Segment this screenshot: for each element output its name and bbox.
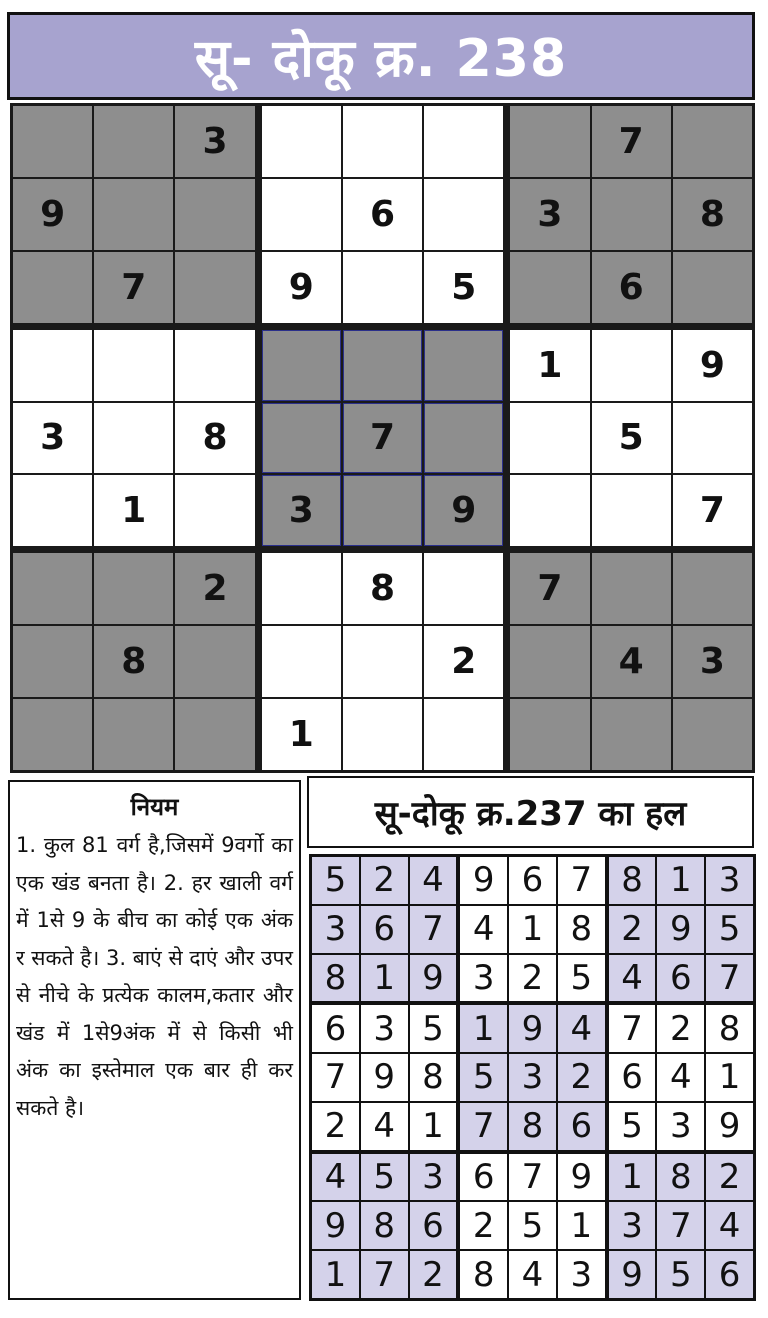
solution-cell: 2 <box>410 1251 457 1298</box>
sudoku-puzzle-grid <box>10 103 755 773</box>
solution-cell: 8 <box>609 857 656 904</box>
solution-cell: 3 <box>558 1251 605 1298</box>
solution-cell: 7 <box>460 1103 507 1150</box>
solution-cell: 7 <box>657 1202 704 1249</box>
puzzle-cell <box>592 179 671 250</box>
puzzle-cell <box>175 699 254 770</box>
puzzle-cell: 7 <box>673 475 752 546</box>
puzzle-cell <box>673 403 752 474</box>
solution-cell: 8 <box>361 1202 408 1249</box>
solution-cell: 9 <box>312 1202 359 1249</box>
puzzle-cell <box>343 106 422 177</box>
puzzle-cell: 1 <box>94 475 173 546</box>
solution-cell: 7 <box>410 906 457 953</box>
solution-cell: 9 <box>558 1154 605 1201</box>
puzzle-cell <box>262 403 341 474</box>
puzzle-cell <box>592 553 671 624</box>
puzzle-cell <box>510 403 589 474</box>
solution-cell: 6 <box>657 955 704 1002</box>
solution-cell: 1 <box>558 1202 605 1249</box>
puzzle-cell: 7 <box>343 403 422 474</box>
puzzle-cell: 8 <box>673 179 752 250</box>
puzzle-cell <box>175 179 254 250</box>
puzzle-cell: 4 <box>592 626 671 697</box>
puzzle-cell <box>343 475 422 546</box>
puzzle-cell <box>175 252 254 323</box>
puzzle-cell <box>13 553 92 624</box>
solution-cell: 8 <box>657 1154 704 1201</box>
solution-cell: 7 <box>312 1054 359 1101</box>
solution-cell: 3 <box>460 955 507 1002</box>
solution-cell: 5 <box>460 1054 507 1101</box>
solution-cell: 1 <box>410 1103 457 1150</box>
puzzle-cell <box>262 179 341 250</box>
solution-cell: 6 <box>410 1202 457 1249</box>
puzzle-cell <box>592 330 671 401</box>
solution-cell: 5 <box>361 1154 408 1201</box>
solution-cell: 5 <box>706 906 753 953</box>
puzzle-cell: 6 <box>343 179 422 250</box>
puzzle-cell <box>424 106 503 177</box>
solution-cell: 5 <box>509 1202 556 1249</box>
solution-cell: 6 <box>361 906 408 953</box>
solution-cell: 4 <box>460 906 507 953</box>
solution-cell: 4 <box>410 857 457 904</box>
puzzle-cell <box>592 475 671 546</box>
puzzle-cell: 7 <box>592 106 671 177</box>
rules-text: 1. कुल 81 वर्ग है,जिसमें 9वर्गो का एक खंड बनता है। 2. हर खाली वर्ग में 1से 9 के बीच का कोई एक अंक र सकते है। 3. बाएं से दाएं और उपर से नीचे के प्रत्येक कालम,कतार और खंड में 1से9अंक में से किसी भी अंक का इस्तेमाल एक बार ही कर सकते है। <box>16 833 293 1120</box>
puzzle-cell <box>510 252 589 323</box>
puzzle-cell <box>343 252 422 323</box>
solution-cell: 4 <box>361 1103 408 1150</box>
solution-cell: 8 <box>460 1251 507 1298</box>
puzzle-cell: 7 <box>510 553 589 624</box>
solution-cell: 4 <box>657 1054 704 1101</box>
puzzle-cell: 6 <box>592 252 671 323</box>
solution-cell: 6 <box>558 1103 605 1150</box>
puzzle-cell: 7 <box>94 252 173 323</box>
solution-cell: 5 <box>410 1005 457 1052</box>
puzzle-cell <box>13 475 92 546</box>
solution-cell: 9 <box>460 857 507 904</box>
solution-cell: 1 <box>706 1054 753 1101</box>
puzzle-cell <box>94 330 173 401</box>
solution-cell: 9 <box>609 1251 656 1298</box>
puzzle-cell: 8 <box>343 553 422 624</box>
puzzle-cell: 3 <box>13 403 92 474</box>
puzzle-cell <box>262 626 341 697</box>
solution-cell: 1 <box>460 1005 507 1052</box>
puzzle-cell: 3 <box>175 106 254 177</box>
puzzle-cell <box>94 403 173 474</box>
solution-cell: 8 <box>312 955 359 1002</box>
puzzle-cell <box>424 330 503 401</box>
solution-cell: 8 <box>706 1005 753 1052</box>
puzzle-title: सू- दोकू क्र. 238 <box>194 28 568 89</box>
puzzle-cell: 1 <box>262 699 341 770</box>
solution-cell: 3 <box>509 1054 556 1101</box>
solution-cell: 6 <box>706 1251 753 1298</box>
puzzle-cell: 9 <box>424 475 503 546</box>
puzzle-cell <box>262 330 341 401</box>
solution-title: सू-दोकू क्र.237 का हल <box>374 794 687 834</box>
solution-cell: 2 <box>361 857 408 904</box>
solution-cell: 9 <box>706 1103 753 1150</box>
puzzle-cell: 9 <box>13 179 92 250</box>
puzzle-cell <box>13 626 92 697</box>
puzzle-cell <box>673 699 752 770</box>
puzzle-cell <box>13 252 92 323</box>
solution-cell: 2 <box>558 1054 605 1101</box>
puzzle-cell <box>424 553 503 624</box>
puzzle-cell: 2 <box>424 626 503 697</box>
solution-cell: 2 <box>609 906 656 953</box>
puzzle-cell <box>343 330 422 401</box>
solution-cell: 3 <box>410 1154 457 1201</box>
solution-cell: 2 <box>460 1202 507 1249</box>
puzzle-cell <box>94 106 173 177</box>
solution-cell: 7 <box>609 1005 656 1052</box>
solution-cell: 9 <box>361 1054 408 1101</box>
solution-cell: 1 <box>312 1251 359 1298</box>
solution-cell: 3 <box>706 857 753 904</box>
solution-cell: 6 <box>460 1154 507 1201</box>
solution-cell: 1 <box>361 955 408 1002</box>
solution-cell: 4 <box>558 1005 605 1052</box>
puzzle-cell: 3 <box>510 179 589 250</box>
solution-cell: 1 <box>509 906 556 953</box>
puzzle-cell: 1 <box>510 330 589 401</box>
puzzle-cell <box>510 626 589 697</box>
solution-cell: 1 <box>609 1154 656 1201</box>
puzzle-cell <box>175 330 254 401</box>
puzzle-cell <box>94 179 173 250</box>
puzzle-cell <box>673 252 752 323</box>
solution-cell: 2 <box>312 1103 359 1150</box>
solution-cell: 5 <box>558 955 605 1002</box>
puzzle-cell: 3 <box>262 475 341 546</box>
puzzle-cell <box>424 403 503 474</box>
solution-cell: 6 <box>312 1005 359 1052</box>
puzzle-cell <box>343 626 422 697</box>
puzzle-cell <box>592 699 671 770</box>
solution-cell: 4 <box>509 1251 556 1298</box>
solution-cell: 8 <box>509 1103 556 1150</box>
puzzle-cell <box>510 475 589 546</box>
solution-cell: 1 <box>657 857 704 904</box>
puzzle-cell <box>94 553 173 624</box>
rules-heading: नियम <box>130 793 179 821</box>
puzzle-cell: 2 <box>175 553 254 624</box>
solution-cell: 5 <box>657 1251 704 1298</box>
solution-cell: 5 <box>609 1103 656 1150</box>
puzzle-cell <box>262 106 341 177</box>
puzzle-cell <box>424 179 503 250</box>
puzzle-cell <box>673 106 752 177</box>
puzzle-cell <box>175 475 254 546</box>
puzzle-title-bar <box>7 12 755 100</box>
solution-cell: 8 <box>558 906 605 953</box>
puzzle-cell <box>510 106 589 177</box>
puzzle-cell: 9 <box>673 330 752 401</box>
puzzle-cell: 9 <box>262 252 341 323</box>
puzzle-cell <box>13 106 92 177</box>
solution-cell: 7 <box>558 857 605 904</box>
puzzle-cell <box>13 330 92 401</box>
solution-cell: 3 <box>361 1005 408 1052</box>
solution-cell: 4 <box>706 1202 753 1249</box>
solution-cell: 9 <box>657 906 704 953</box>
puzzle-cell: 8 <box>94 626 173 697</box>
puzzle-cell: 3 <box>673 626 752 697</box>
puzzle-cell <box>510 699 589 770</box>
solution-cell: 6 <box>609 1054 656 1101</box>
solution-cell: 3 <box>312 906 359 953</box>
solution-cell: 4 <box>312 1154 359 1201</box>
sudoku-solution-grid <box>309 854 756 1301</box>
puzzle-cell: 5 <box>592 403 671 474</box>
solution-cell: 7 <box>509 1154 556 1201</box>
solution-cell: 2 <box>509 955 556 1002</box>
solution-cell: 8 <box>410 1054 457 1101</box>
solution-cell: 7 <box>361 1251 408 1298</box>
solution-title-box <box>307 776 754 848</box>
puzzle-cell <box>343 699 422 770</box>
solution-cell: 4 <box>609 955 656 1002</box>
puzzle-cell <box>94 699 173 770</box>
solution-cell: 3 <box>609 1202 656 1249</box>
puzzle-cell <box>13 699 92 770</box>
rules-box <box>8 780 301 1300</box>
solution-cell: 5 <box>312 857 359 904</box>
puzzle-cell: 5 <box>424 252 503 323</box>
solution-cell: 9 <box>410 955 457 1002</box>
solution-cell: 2 <box>657 1005 704 1052</box>
solution-cell: 7 <box>706 955 753 1002</box>
puzzle-cell <box>424 699 503 770</box>
puzzle-cell: 8 <box>175 403 254 474</box>
puzzle-cell <box>175 626 254 697</box>
puzzle-cell <box>673 553 752 624</box>
solution-cell: 6 <box>509 857 556 904</box>
puzzle-cell <box>262 553 341 624</box>
solution-cell: 3 <box>657 1103 704 1150</box>
solution-cell: 2 <box>706 1154 753 1201</box>
solution-cell: 9 <box>509 1005 556 1052</box>
